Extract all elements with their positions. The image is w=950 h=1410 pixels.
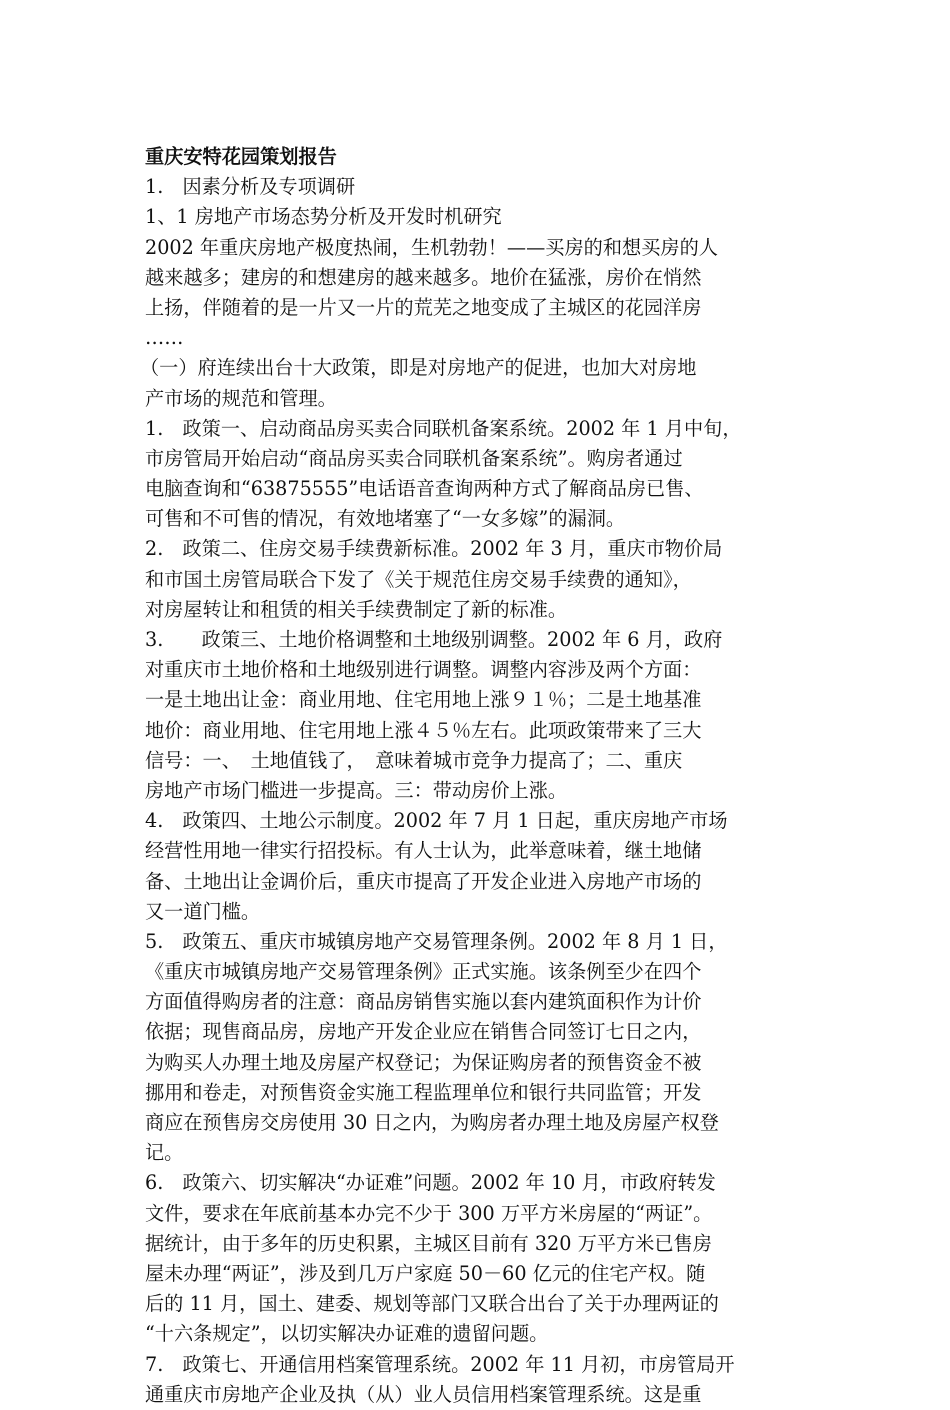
text-line: 经营性用地一律实行招投标。有人士认为，此举意味着，继土地储 [145, 839, 702, 863]
text-line: 屋未办理“两证”，涉及到几万户家庭 50－60 亿元的住宅产权。随 [145, 1261, 706, 1285]
text-line: 方面值得购房者的注意：商品房销售实施以套内建筑面积作为计价 [145, 990, 702, 1014]
text-line: 地价：商业用地、住宅用地上涨４５％左右。此项政策带来了三大 [145, 718, 702, 742]
text-line: 3. 政策三、土地价格调整和土地级别调整。2002 年 6 月，政府 [145, 628, 723, 651]
document-body [140, 142, 820, 1410]
text-line: 依据；现售商品房，房地产开发企业应在销售合同签订七日之内， [145, 1020, 702, 1044]
text-line: …… [145, 326, 184, 350]
text-line: 6. 政策六、切实解决“办证难”问题。2002 年 10 月，市政府转发 [145, 1171, 716, 1195]
text-line: 商应在预售房交房使用 30 日之内，为购房者办理土地及房屋产权登 [145, 1111, 719, 1134]
text-line: 对重庆市土地价格和土地级别进行调整。调整内容涉及两个方面： [145, 658, 702, 682]
text-line: 1. 因素分析及专项调研 [145, 175, 356, 199]
text-line: 通重庆市房地产企业及执（从）业人员信用档案管理系统。这是重 [145, 1382, 702, 1406]
text-line: 5. 政策五、重庆市城镇房地产交易管理条例。2002 年 8 月 1 日， [145, 929, 728, 953]
text-line: 为购买人办理土地及房屋产权登记；为保证购房者的预售资金不被 [145, 1050, 702, 1074]
text-line: 电脑查询和“63875555”电话语音查询两种方式了解商品房已售、 [145, 477, 704, 501]
text-line: 市房管局开始启动“商品房买卖合同联机备案系统”。购房者通过 [145, 446, 683, 470]
text-line: 7. 政策七、开通信用档案管理系统。2002 年 11 月初，市房管局开 [145, 1352, 735, 1376]
text-line: 1. 政策一、启动商品房买卖合同联机备案系统。2002 年 1 月中旬， [145, 416, 742, 440]
text-line: 又一道门槛。 [145, 899, 261, 923]
text-line: 对房屋转让和租赁的相关手续费制定了新的标准。 [145, 597, 568, 621]
text-line: 信号：一、 土地值钱了， 意味着城市竞争力提高了；二、重庆 [145, 748, 683, 772]
text-line: “十六条规定”，以切实解决办证难的遗留问题。 [145, 1322, 549, 1346]
text-line: 房地产市场门槛进一步提高。三：带动房价上涨。 [145, 778, 568, 802]
text-line: 2002 年重庆房地产极度热闹，生机勃勃！——买房的和想买房的人 [145, 235, 718, 259]
text-line: 后的 11 月，国土、建委、规划等部门又联合出台了关于办理两证的 [145, 1292, 719, 1316]
text-line: 可售和不可售的情况，有效地堵塞了“一女多嫁”的漏洞。 [145, 507, 626, 531]
document-title: 重庆安特花园策划报告 [145, 145, 337, 168]
text-line: 《重庆市城镇房地产交易管理条例》正式实施。该条例至少在四个 [145, 960, 702, 984]
text-line: 2. 政策二、住房交易手续费新标准。2002 年 3 月，重庆市物价局 [145, 537, 723, 561]
text-line: 记。 [145, 1141, 184, 1165]
text-line: 产市场的规范和管理。 [145, 386, 337, 410]
text-line: 4. 政策四、土地公示制度。2002 年 7 月 1 日起，重庆房地产市场 [145, 809, 728, 833]
text-line: 1、1 房地产市场态势分析及开发时机研究 [145, 205, 502, 229]
text-line: 一是土地出让金：商业用地、住宅用地上涨９１％；二是土地基准 [145, 688, 702, 712]
text-line: 越来越多；建房的和想建房的越来越多。地价在猛涨，房价在悄然 [145, 265, 702, 289]
text-line: （一）府连续出台十大政策，即是对房地产的促进，也加大对房地 [140, 356, 697, 380]
text-line: 据统计，由于多年的历史积累，主城区目前有 320 万平方米已售房 [145, 1231, 712, 1255]
text-line: 挪用和卷走，对预售资金实施工程监理单位和银行共同监管；开发 [145, 1080, 702, 1104]
text-line: 文件，要求在年底前基本办完不少于 300 万平方米房屋的“两证”。 [145, 1201, 713, 1225]
text-line: 备、土地出让金调价后，重庆市提高了开发企业进入房地产市场的 [145, 869, 702, 893]
text-line: 和市国土房管局联合下发了《关于规范住房交易手续费的通知》， [145, 567, 692, 591]
text-line: 上扬，伴随着的是一片又一片的荒芜之地变成了主城区的花园洋房 [145, 295, 702, 319]
